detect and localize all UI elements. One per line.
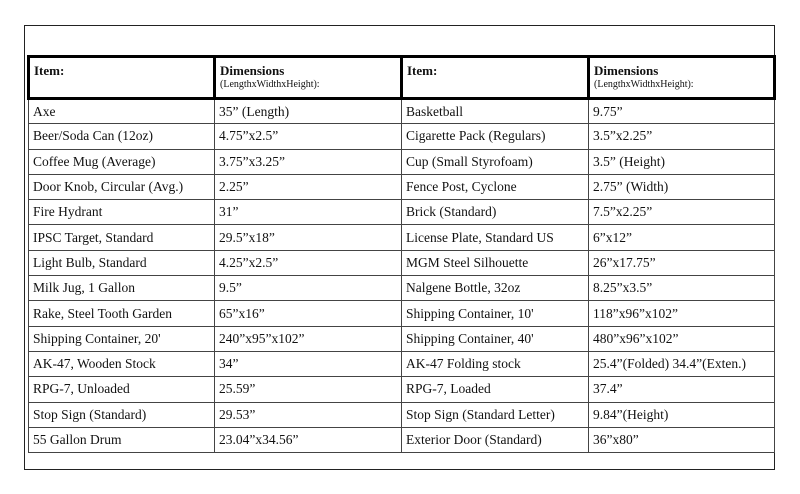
dimensions-table xyxy=(27,55,776,453)
table-row xyxy=(29,326,775,351)
dimensions-cell: 34” xyxy=(215,351,402,376)
header-dimensions-2: Dimensions (LengthxWidthxHeight): xyxy=(589,57,775,99)
table-row xyxy=(29,250,775,275)
dimensions-cell: 9.84”(Height) xyxy=(589,402,775,427)
table-row xyxy=(29,174,775,199)
item-cell: Brick (Standard) xyxy=(402,200,589,225)
item-cell: Fence Post, Cyclone xyxy=(402,174,589,199)
dimensions-cell: 29.53” xyxy=(215,402,402,427)
table-row xyxy=(29,351,775,376)
table-row xyxy=(29,225,775,250)
table-row xyxy=(29,149,775,174)
table-row xyxy=(29,124,775,149)
item-cell: Shipping Container, 40' xyxy=(402,326,589,351)
dimensions-cell: 2.25” xyxy=(215,174,402,199)
dimensions-cell: 9.5” xyxy=(215,276,402,301)
item-cell: Door Knob, Circular (Avg.) xyxy=(29,174,215,199)
header-dimensions-1: Dimensions (LengthxWidthxHeight): xyxy=(215,57,402,99)
item-cell: Shipping Container, 20' xyxy=(29,326,215,351)
item-cell: Stop Sign (Standard Letter) xyxy=(402,402,589,427)
item-cell: Exterior Door (Standard) xyxy=(402,427,589,452)
dimensions-cell: 8.25”x3.5” xyxy=(589,276,775,301)
item-cell: 55 Gallon Drum xyxy=(29,427,215,452)
dimensions-cell: 3.75”x3.25” xyxy=(215,149,402,174)
dimensions-cell: 26”x17.75” xyxy=(589,250,775,275)
item-cell: Milk Jug, 1 Gallon xyxy=(29,276,215,301)
item-cell: Nalgene Bottle, 32oz xyxy=(402,276,589,301)
dimensions-cell: 118”x96”x102” xyxy=(589,301,775,326)
table-row xyxy=(29,99,775,124)
table-row xyxy=(29,427,775,452)
table-row xyxy=(29,301,775,326)
table-row xyxy=(29,402,775,427)
item-cell: RPG-7, Unloaded xyxy=(29,377,215,402)
dimensions-cell: 3.5” (Height) xyxy=(589,149,775,174)
item-cell: Coffee Mug (Average) xyxy=(29,149,215,174)
dimensions-cell: 480”x96”x102” xyxy=(589,326,775,351)
dimensions-cell: 9.75” xyxy=(589,99,775,124)
item-cell: MGM Steel Silhouette xyxy=(402,250,589,275)
header-item-1: Item: xyxy=(29,57,215,99)
header-row xyxy=(29,57,775,99)
dimensions-cell: 35” (Length) xyxy=(215,99,402,124)
dimensions-cell: 37.4” xyxy=(589,377,775,402)
item-cell: Beer/Soda Can (12oz) xyxy=(29,124,215,149)
dimensions-cell: 4.75”x2.5” xyxy=(215,124,402,149)
dimensions-cell: 6”x12” xyxy=(589,225,775,250)
header-dimensions-2-subtitle: (LengthxWidthxHeight): xyxy=(594,79,694,90)
dimensions-cell: 7.5”x2.25” xyxy=(589,200,775,225)
item-cell: Fire Hydrant xyxy=(29,200,215,225)
item-cell: RPG-7, Loaded xyxy=(402,377,589,402)
item-cell: Rake, Steel Tooth Garden xyxy=(29,301,215,326)
item-cell: Light Bulb, Standard xyxy=(29,250,215,275)
dimensions-cell: 36”x80” xyxy=(589,427,775,452)
dimensions-cell: 25.59” xyxy=(215,377,402,402)
dimensions-cell: 25.4”(Folded) 34.4”(Exten.) xyxy=(589,351,775,376)
item-cell: Shipping Container, 10' xyxy=(402,301,589,326)
dimensions-cell: 23.04”x34.56” xyxy=(215,427,402,452)
item-cell: Cigarette Pack (Regulars) xyxy=(402,124,589,149)
item-cell: Stop Sign (Standard) xyxy=(29,402,215,427)
dimensions-cell: 2.75” (Width) xyxy=(589,174,775,199)
table-row xyxy=(29,377,775,402)
table-row xyxy=(29,200,775,225)
table-row xyxy=(29,276,775,301)
item-cell: AK-47, Wooden Stock xyxy=(29,351,215,376)
dimensions-cell: 29.5”x18” xyxy=(215,225,402,250)
item-cell: IPSC Target, Standard xyxy=(29,225,215,250)
item-cell: Basketball xyxy=(402,99,589,124)
item-cell: License Plate, Standard US xyxy=(402,225,589,250)
dimensions-cell: 31” xyxy=(215,200,402,225)
header-dimensions-1-subtitle: (LengthxWidthxHeight): xyxy=(220,79,320,90)
item-cell: AK-47 Folding stock xyxy=(402,351,589,376)
dimensions-cell: 240”x95”x102” xyxy=(215,326,402,351)
item-cell: Axe xyxy=(29,99,215,124)
dimensions-cell: 65”x16” xyxy=(215,301,402,326)
item-cell: Cup (Small Styrofoam) xyxy=(402,149,589,174)
header-item-2: Item: xyxy=(402,57,589,99)
dimensions-cell: 3.5”x2.25” xyxy=(589,124,775,149)
dimensions-cell: 4.25”x2.5” xyxy=(215,250,402,275)
